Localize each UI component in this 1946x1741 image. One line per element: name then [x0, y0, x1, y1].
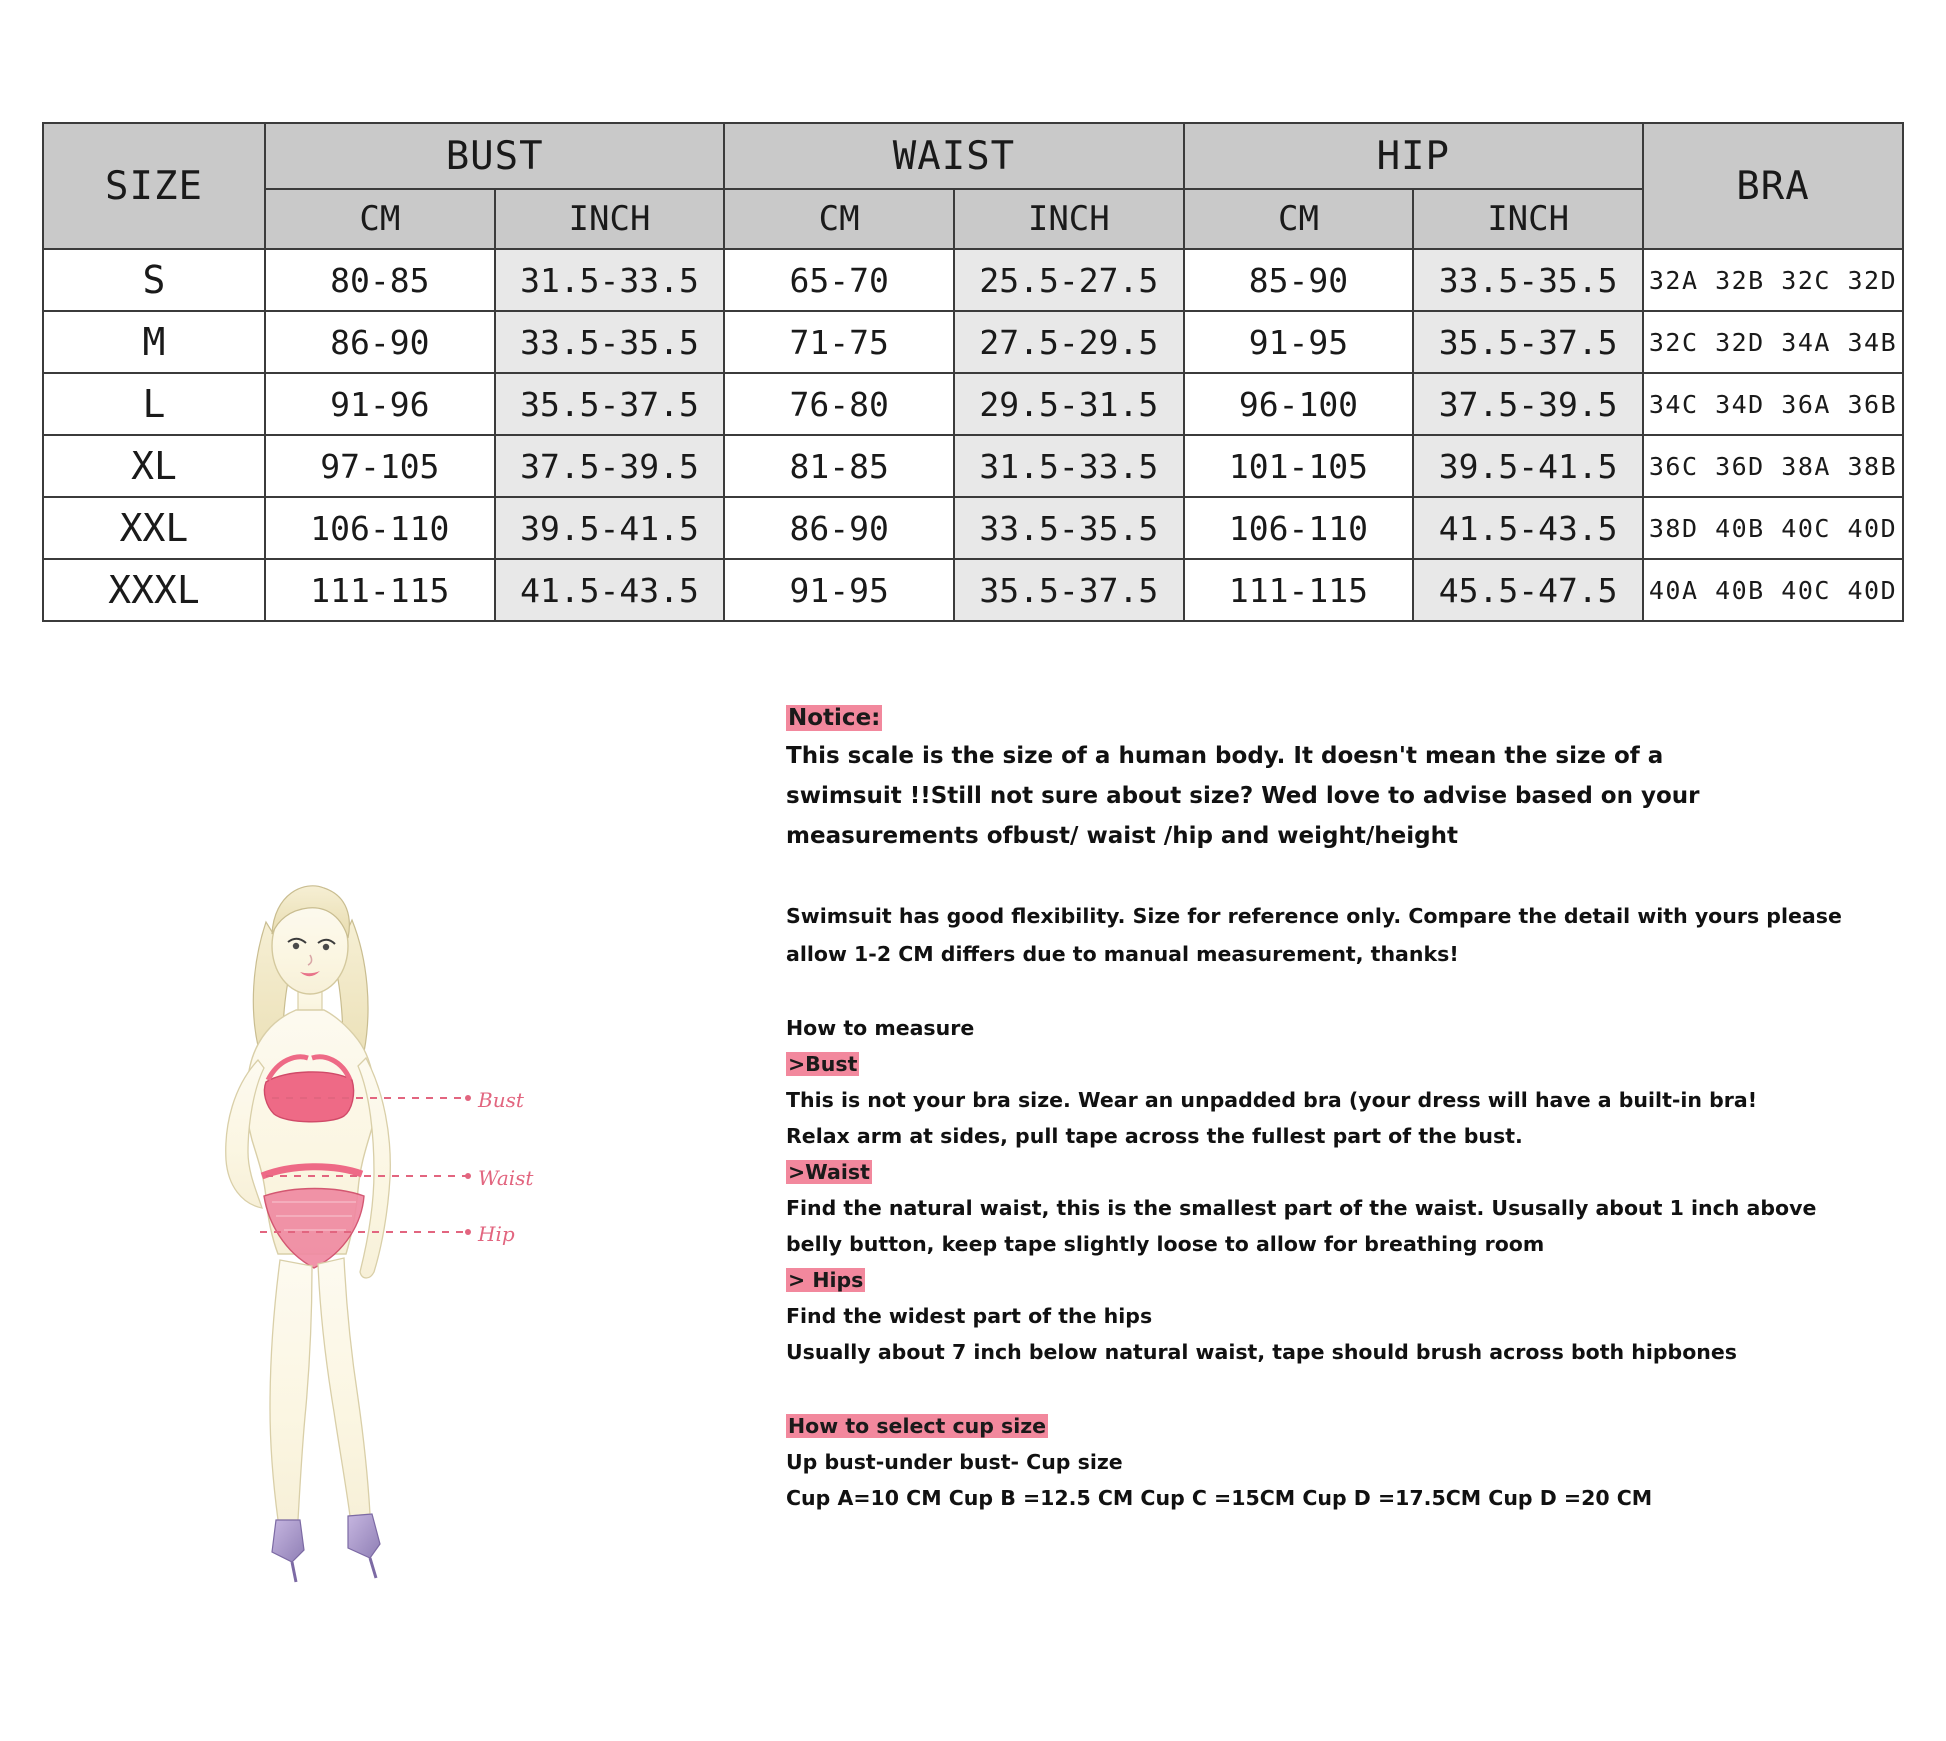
cup-line-1: Up bust-under bust- Cup size: [786, 1450, 1123, 1474]
cell-hip-inch: 39.5-41.5: [1413, 435, 1643, 497]
cell-waist-inch: 27.5-29.5: [954, 311, 1184, 373]
cell-bust-inch: 35.5-37.5: [495, 373, 725, 435]
table-row: [43, 249, 1903, 311]
bust-heading: >Bust: [788, 1052, 858, 1076]
cell-bust-cm: 106-110: [265, 497, 495, 559]
cell-hip-inch: 37.5-39.5: [1413, 373, 1643, 435]
header-waist-inch: INCH: [954, 189, 1184, 249]
cell-hip-inch: 41.5-43.5: [1413, 497, 1643, 559]
waist-line-1: Find the natural waist, this is the smallest part of the waist. Ususally about 1 inch above: [786, 1196, 1817, 1220]
table-body: [43, 249, 1903, 621]
table-row: [43, 559, 1903, 621]
measurement-figure: [200, 860, 620, 1620]
cell-waist-inch: 31.5-33.5: [954, 435, 1184, 497]
cup-heading-row: [786, 1408, 1896, 1444]
hips-heading-row: [786, 1262, 1896, 1298]
cell-bra: 34C 34D 36A 36B: [1643, 373, 1903, 435]
cell-size: XXL: [43, 497, 265, 559]
cell-bust-cm: 80-85: [265, 249, 495, 311]
waist-heading-row: [786, 1154, 1896, 1190]
cell-waist-inch: 33.5-35.5: [954, 497, 1184, 559]
cell-hip-inch: 35.5-37.5: [1413, 311, 1643, 373]
hips-line-2: Usually about 7 inch below natural waist, tape should brush across both hipbones: [786, 1340, 1738, 1364]
cell-hip-cm: 101-105: [1184, 435, 1414, 497]
figure-label-waist: Waist: [478, 1166, 534, 1190]
cell-hip-cm: 106-110: [1184, 497, 1414, 559]
bust-line-1: This is not your bra size. Wear an unpadded bra (your dress will have a built-in bra!: [786, 1088, 1758, 1112]
table-head-row-groups: [43, 123, 1903, 189]
cell-size: L: [43, 373, 265, 435]
cell-bust-cm: 111-115: [265, 559, 495, 621]
table-head: [43, 123, 1903, 249]
cup-line-2: Cup A=10 CM Cup B =12.5 CM Cup C =15CM Cup D =17.5CM Cup D =20 CM: [786, 1486, 1653, 1510]
header-hip-cm: CM: [1184, 189, 1414, 249]
header-bra: BRA: [1643, 123, 1903, 249]
cell-bra: 32C 32D 34A 34B: [1643, 311, 1903, 373]
cell-bra: 36C 36D 38A 38B: [1643, 435, 1903, 497]
cell-hip-inch: 33.5-35.5: [1413, 249, 1643, 311]
cell-bust-cm: 91-96: [265, 373, 495, 435]
flexibility-note-line-1: Swimsuit has good flexibility. Size for reference only. Compare the detail with yours please: [786, 904, 1842, 928]
cell-waist-cm: 91-95: [724, 559, 954, 621]
cell-size: XXXL: [43, 559, 265, 621]
cell-waist-inch: 35.5-37.5: [954, 559, 1184, 621]
size-chart-table: [42, 122, 1904, 622]
header-waist-cm: CM: [724, 189, 954, 249]
cell-waist-inch: 25.5-27.5: [954, 249, 1184, 311]
cell-bust-inch: 33.5-35.5: [495, 311, 725, 373]
notice-bold-line-3: measurements ofbust/ waist /hip and weight/height: [786, 823, 1458, 849]
cup-size-block: [786, 1408, 1896, 1516]
hips-line-1: Find the widest part of the hips: [786, 1304, 1153, 1328]
cell-bra: 32A 32B 32C 32D: [1643, 249, 1903, 311]
bust-heading-row: [786, 1046, 1896, 1082]
header-bust: BUST: [265, 123, 724, 189]
cell-waist-cm: 71-75: [724, 311, 954, 373]
notice-text-column: [786, 700, 1896, 1516]
table-row: [43, 435, 1903, 497]
cell-bra: 38D 40B 40C 40D: [1643, 497, 1903, 559]
figure-label-bust: Bust: [478, 1088, 524, 1112]
notice-title: Notice:: [788, 705, 881, 731]
notice-bold-line-2: swimsuit !!Still not sure about size? Wed love to advise based on your: [786, 783, 1700, 809]
female-figure-illustration: [200, 860, 620, 1620]
cell-bra: 40A 40B 40C 40D: [1643, 559, 1903, 621]
table-row: [43, 497, 1903, 559]
cell-hip-cm: 85-90: [1184, 249, 1414, 311]
notice-title-row: [786, 700, 1896, 736]
cell-bust-cm: 86-90: [265, 311, 495, 373]
cell-hip-cm: 96-100: [1184, 373, 1414, 435]
flexibility-note-line-2: allow 1-2 CM differs due to manual measurement, thanks!: [786, 942, 1459, 966]
header-bust-inch: INCH: [495, 189, 725, 249]
cell-hip-cm: 111-115: [1184, 559, 1414, 621]
notice-bold-line-1: This scale is the size of a human body. It doesn't mean the size of a: [786, 743, 1664, 769]
waist-heading: >Waist: [788, 1160, 870, 1184]
hips-heading: > Hips: [788, 1268, 864, 1292]
cup-size-heading: How to select cup size: [788, 1414, 1047, 1438]
cell-bust-inch: 39.5-41.5: [495, 497, 725, 559]
cell-hip-cm: 91-95: [1184, 311, 1414, 373]
cell-bust-inch: 41.5-43.5: [495, 559, 725, 621]
header-hip: HIP: [1184, 123, 1643, 189]
bust-line-2: Relax arm at sides, pull tape across the fullest part of the bust.: [786, 1124, 1523, 1148]
cell-waist-inch: 29.5-31.5: [954, 373, 1184, 435]
size-chart-table-container: [42, 122, 1904, 622]
header-size: SIZE: [43, 123, 265, 249]
table-row: [43, 311, 1903, 373]
header-hip-inch: INCH: [1413, 189, 1643, 249]
lower-section: [0, 700, 1946, 1700]
cell-waist-cm: 81-85: [724, 435, 954, 497]
cell-size: M: [43, 311, 265, 373]
table-row: [43, 373, 1903, 435]
table-head-row-units: [43, 189, 1903, 249]
waist-line-2: belly button, keep tape slightly loose to allow for breathing room: [786, 1232, 1545, 1256]
cell-waist-cm: 65-70: [724, 249, 954, 311]
cell-size: S: [43, 249, 265, 311]
cell-bust-inch: 37.5-39.5: [495, 435, 725, 497]
how-to-measure-block: [786, 1010, 1896, 1370]
cell-hip-inch: 45.5-47.5: [1413, 559, 1643, 621]
cell-size: XL: [43, 435, 265, 497]
figure-label-hip: Hip: [478, 1222, 515, 1246]
cell-waist-cm: 86-90: [724, 497, 954, 559]
header-waist: WAIST: [724, 123, 1183, 189]
cell-bust-inch: 31.5-33.5: [495, 249, 725, 311]
header-bust-cm: CM: [265, 189, 495, 249]
cell-waist-cm: 76-80: [724, 373, 954, 435]
cell-bust-cm: 97-105: [265, 435, 495, 497]
how-to-measure-heading: How to measure: [786, 1016, 975, 1040]
